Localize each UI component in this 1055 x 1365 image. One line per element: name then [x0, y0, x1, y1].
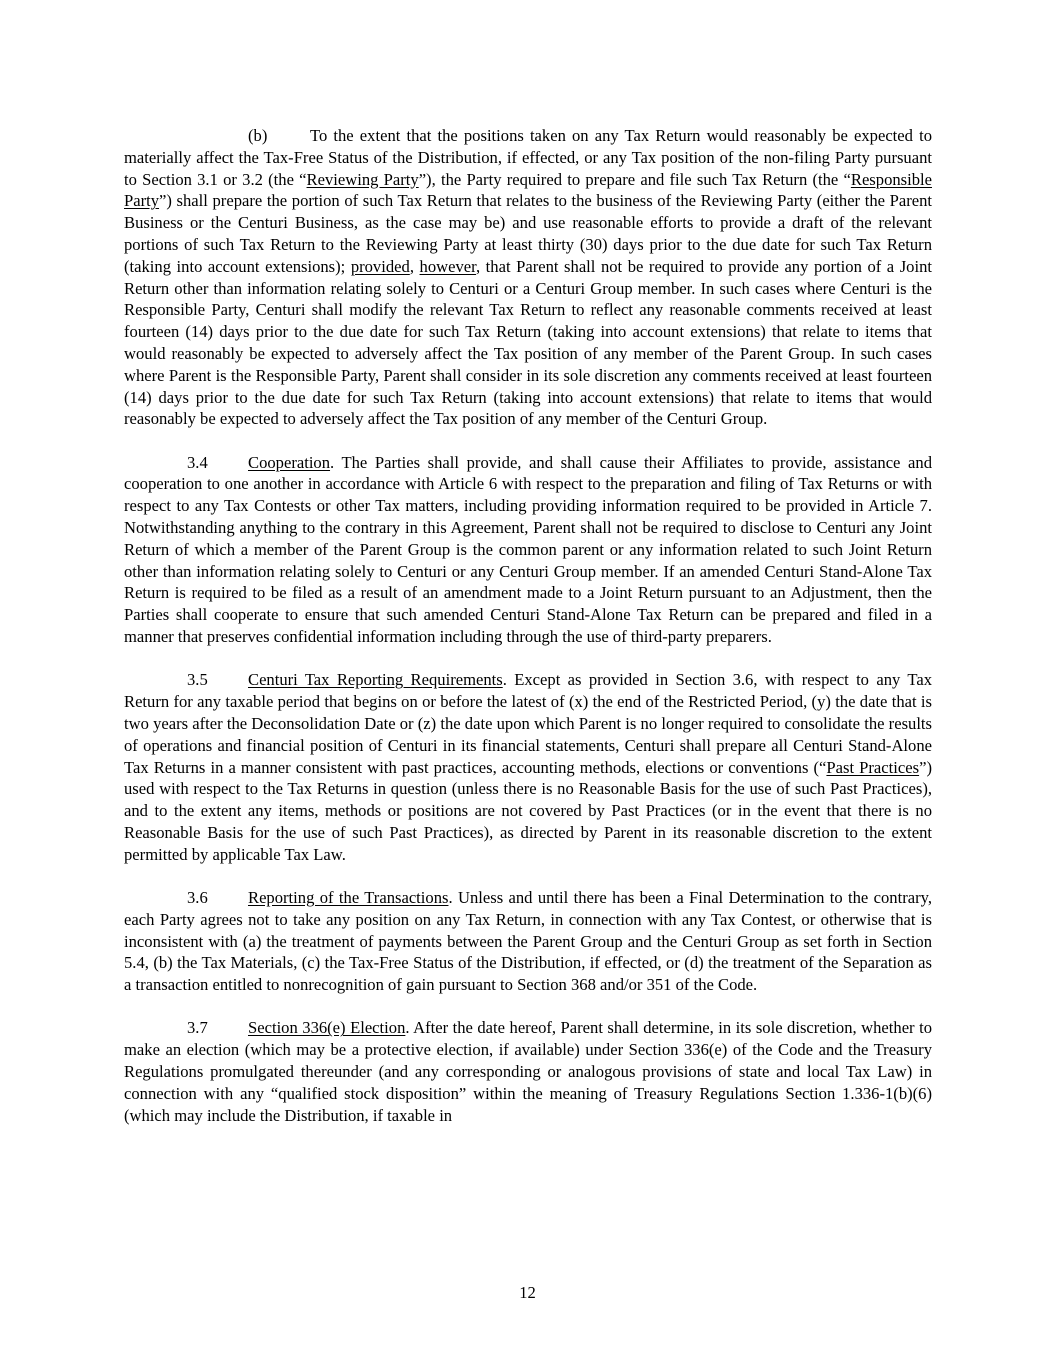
defined-term-responsible-party: Responsible Party	[124, 169, 932, 211]
section-heading: Section 336(e) Election	[248, 1018, 406, 1038]
section-number: 3.4	[187, 452, 208, 472]
paragraph-text: , that Parent shall not be required to provide any portion of a Joint Return other than information relating solely to Centuri or a Centuri Group member. In such cases where Centuri is the Responsible Party, Centuri shall modify the relevant Tax Return to reflect any reasonable comments received at least fourteen (14) days prior to the due date for such Tax Return (taking into account extensions) that relate to items that would reasonably be expected to adversely affect the Tax position of any member of the Parent Group. In such cases where Parent is the Responsible Party, Parent shall consider in its sole discretion any comments received at least fourteen (14) days prior to the due date for such Tax Return (taking into account extensions) that relate to items that would reasonably be expected to adversely affect the Tax position of any member of the Centuri Group.	[124, 256, 932, 429]
paragraph-text: . After the date hereof, Parent shall determine, in its sole discretion, whether to make an election (which may be a protective election, if available) under Section 336(e) of the Code and the Treasury Regulations promulgated thereunder (and any corresponding or analogous provisions of state and local Tax Law) in connection with any “qualified stock disposition” within the meaning of Treasury Regulations Section 1.336-1(b)(6) (which may include the Distribution, if taxable in	[124, 1018, 932, 1125]
section-number: 3.5	[187, 670, 208, 690]
underlined-term-provided: provided	[350, 256, 410, 276]
section-heading: Centuri Tax Reporting Requirements	[248, 670, 503, 690]
section-3-6	[124, 887, 932, 996]
section-3-5	[124, 669, 932, 865]
section-heading: Reporting of the Transactions	[248, 888, 449, 907]
defined-term-past-practices: Past Practices	[826, 757, 920, 777]
section-heading: Cooperation	[248, 452, 331, 472]
paragraph-text: . Unless and until there has been a Final Determination to the contrary, each Party agrees not to take any position on any Tax Return, in connection with any Tax Contest, or otherwise that is inconsistent with (a) the treatment of payments between the Parent Group and the Centuri Group as set forth in Section 5.4, (b) the Tax Materials, (c) the Tax-Free Status of the Distribution, if effected, or (d) the treatment of the Separation as a transaction entitled to nonrecognition of gain pursuant to Section 368 and/or 351 of the Code.	[124, 888, 932, 995]
section-3-7	[124, 1017, 932, 1126]
underlined-term-however: however	[419, 256, 476, 276]
paragraph-text: . The Parties shall provide, and shall cause their Affiliates to provide, assistance and cooperation to one another in accordance with Article 6 with respect to the preparation and filing of Tax Returns or with respect to any Tax Contests or other Tax matters, including providing information required to be provided in Article 7. Notwithstanding anything to the contrary in this Agreement, Parent shall not be required to disclose to Centuri any Joint Return of which a member of the Parent Group is the common parent or any information related to such Joint Return other than information relating solely to Centuri or any Centuri Group member. If an amended Centuri Stand-Alone Tax Return is required to be filed as a result of an amendment made to a Joint Return pursuant to an Adjustment, then the Parties shall cooperate to ensure that such amended Centuri Stand-Alone Tax Return can be prepared and filed in a manner that preserves confidential information including through the use of third-party preparers.	[124, 452, 932, 647]
section-number: 3.7	[187, 1018, 208, 1038]
paragraph-label: (b)	[248, 126, 268, 145]
paragraph-text: ”), the Party required to prepare and file such Tax Return (the “	[418, 169, 851, 189]
paragraph-text: To the extent that the positions taken on any Tax Return would reasonably be expected to materially affect the Tax-Free Status of the Distribution, if effected, or any Tax position of the non-filing Party pursuant to Section 3.1 or 3.2 (the “	[124, 126, 932, 189]
paragraph-text: . Except as provided in Section 3.6, with respect to any Tax Return for any taxable period that begins on or before the latest of (x) the end of the Restricted Period, (y) the date that is two years after the Deconsolidation Date or (z) the date upon which Parent is no longer required to consolidate the results of operations and financial position of Centuri in its financial statements, Centuri shall prepare all Centuri Stand-Alone Tax Returns in a manner consistent with past practices, accounting methods, elections or conventions (“	[124, 670, 932, 777]
paragraph-text: ”) shall prepare the portion of such Tax Return that relates to the business of the Reviewing Party (either the Parent Business or the Centuri Business, as the case may be) and use reasonable efforts to provide a draft of the relevant portions of such Tax Return to the Reviewing Party at least thirty (30) days prior to the due date for such Tax Return (taking into account extensions);	[124, 191, 932, 276]
defined-term-reviewing-party: Reviewing Party	[306, 169, 419, 189]
page-number: 12	[519, 1283, 536, 1302]
paragraph-3-3-b	[124, 125, 932, 430]
paragraph-text: ,	[409, 256, 420, 276]
section-3-4	[124, 452, 932, 648]
section-number: 3.6	[187, 888, 208, 907]
paragraph-text: ”) used with respect to the Tax Returns in question (unless there is no Reasonable Basis for the use of such Past Practices), and to the extent any items, methods or positions are not covered by Past Practices (or in the event that there is no Reasonable Basis for the use of such Past Practices), as directed by Parent in its reasonable discretion to the extent permitted by applicable Tax Law.	[124, 757, 932, 864]
document-body	[124, 125, 932, 1148]
